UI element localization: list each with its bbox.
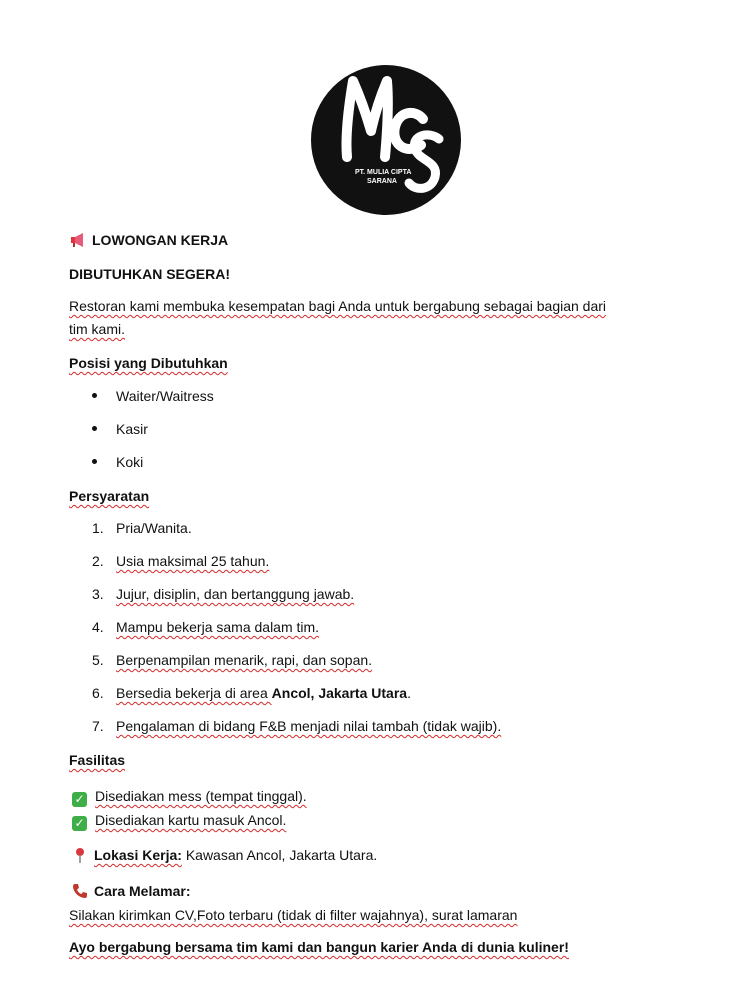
intro-text-2: tim kami. xyxy=(69,321,125,337)
location-line: Lokasi Kerja: Kawasan Ancol, Jakarta Utara. xyxy=(72,845,377,865)
list-number: 3. xyxy=(92,586,104,602)
apply-heading: Cara Melamar: xyxy=(72,881,191,901)
section-title xyxy=(70,230,228,250)
list-number: 6. xyxy=(92,685,104,701)
requirement-item: Jujur, disiplin, dan bertanggung jawab. xyxy=(116,586,355,602)
urgent-heading: DIBUTUHKAN SEGERA! xyxy=(69,266,230,282)
bullet-dot xyxy=(92,459,97,464)
logo-company-line1: PT. MULIA CIPTA xyxy=(355,169,412,176)
logo-company-line2: SARANA xyxy=(367,178,397,185)
bullet-dot xyxy=(92,393,97,398)
requirement-item: Berpenampilan menarik, rapi, dan sopan. xyxy=(116,652,373,668)
facility-item: ✓ Disediakan kartu masuk Ancol. xyxy=(72,810,286,831)
position-item: Koki xyxy=(116,454,144,470)
requirement-item: Pria/Wanita. xyxy=(116,520,192,536)
apply-text: Silakan kirimkan CV,Foto terbaru (tidak di filter wajahnya), surat lamaran xyxy=(69,907,518,923)
requirement-item: Usia maksimal 25 tahun. xyxy=(116,553,270,569)
closing-line: Ayo bergabung bersama tim kami dan bangun karier Anda di dunia kuliner! xyxy=(69,939,569,955)
intro-line-1 xyxy=(69,296,606,316)
pin-icon xyxy=(72,847,88,863)
requirement-item: Pengalaman di bidang F&B menjadi nilai tambah (tidak wajib). xyxy=(116,718,502,734)
facility-item: ✓ Disediakan mess (tempat tinggal). xyxy=(72,786,307,807)
intro-line-2 xyxy=(69,319,125,339)
list-number: 7. xyxy=(92,718,104,734)
facilities-heading: Fasilitas xyxy=(69,752,126,768)
megaphone-icon xyxy=(70,232,86,248)
positions-heading: Posisi yang Dibutuhkan xyxy=(69,355,228,371)
title-text: LOWONGAN KERJA xyxy=(92,232,229,248)
check-icon: ✓ xyxy=(72,792,87,807)
requirements-heading: Persyaratan xyxy=(69,488,150,504)
list-number: 2. xyxy=(92,553,104,569)
phone-icon xyxy=(72,883,88,899)
list-number: 4. xyxy=(92,619,104,635)
position-item: Kasir xyxy=(116,421,148,437)
bullet-dot xyxy=(92,426,97,431)
list-number: 1. xyxy=(92,520,104,536)
intro-text-1: Restoran kami membuka kesempatan bagi Anda untuk bergabung sebagai bagian dari xyxy=(69,298,607,314)
list-number: 5. xyxy=(92,652,104,668)
check-icon: ✓ xyxy=(72,816,87,831)
company-logo xyxy=(311,65,461,215)
requirement-item: Bersedia bekerja di area Ancol, Jakarta Utara. xyxy=(116,685,411,701)
position-item: Waiter/Waitress xyxy=(116,388,214,404)
requirement-item: Mampu bekerja sama dalam tim. xyxy=(116,619,320,635)
